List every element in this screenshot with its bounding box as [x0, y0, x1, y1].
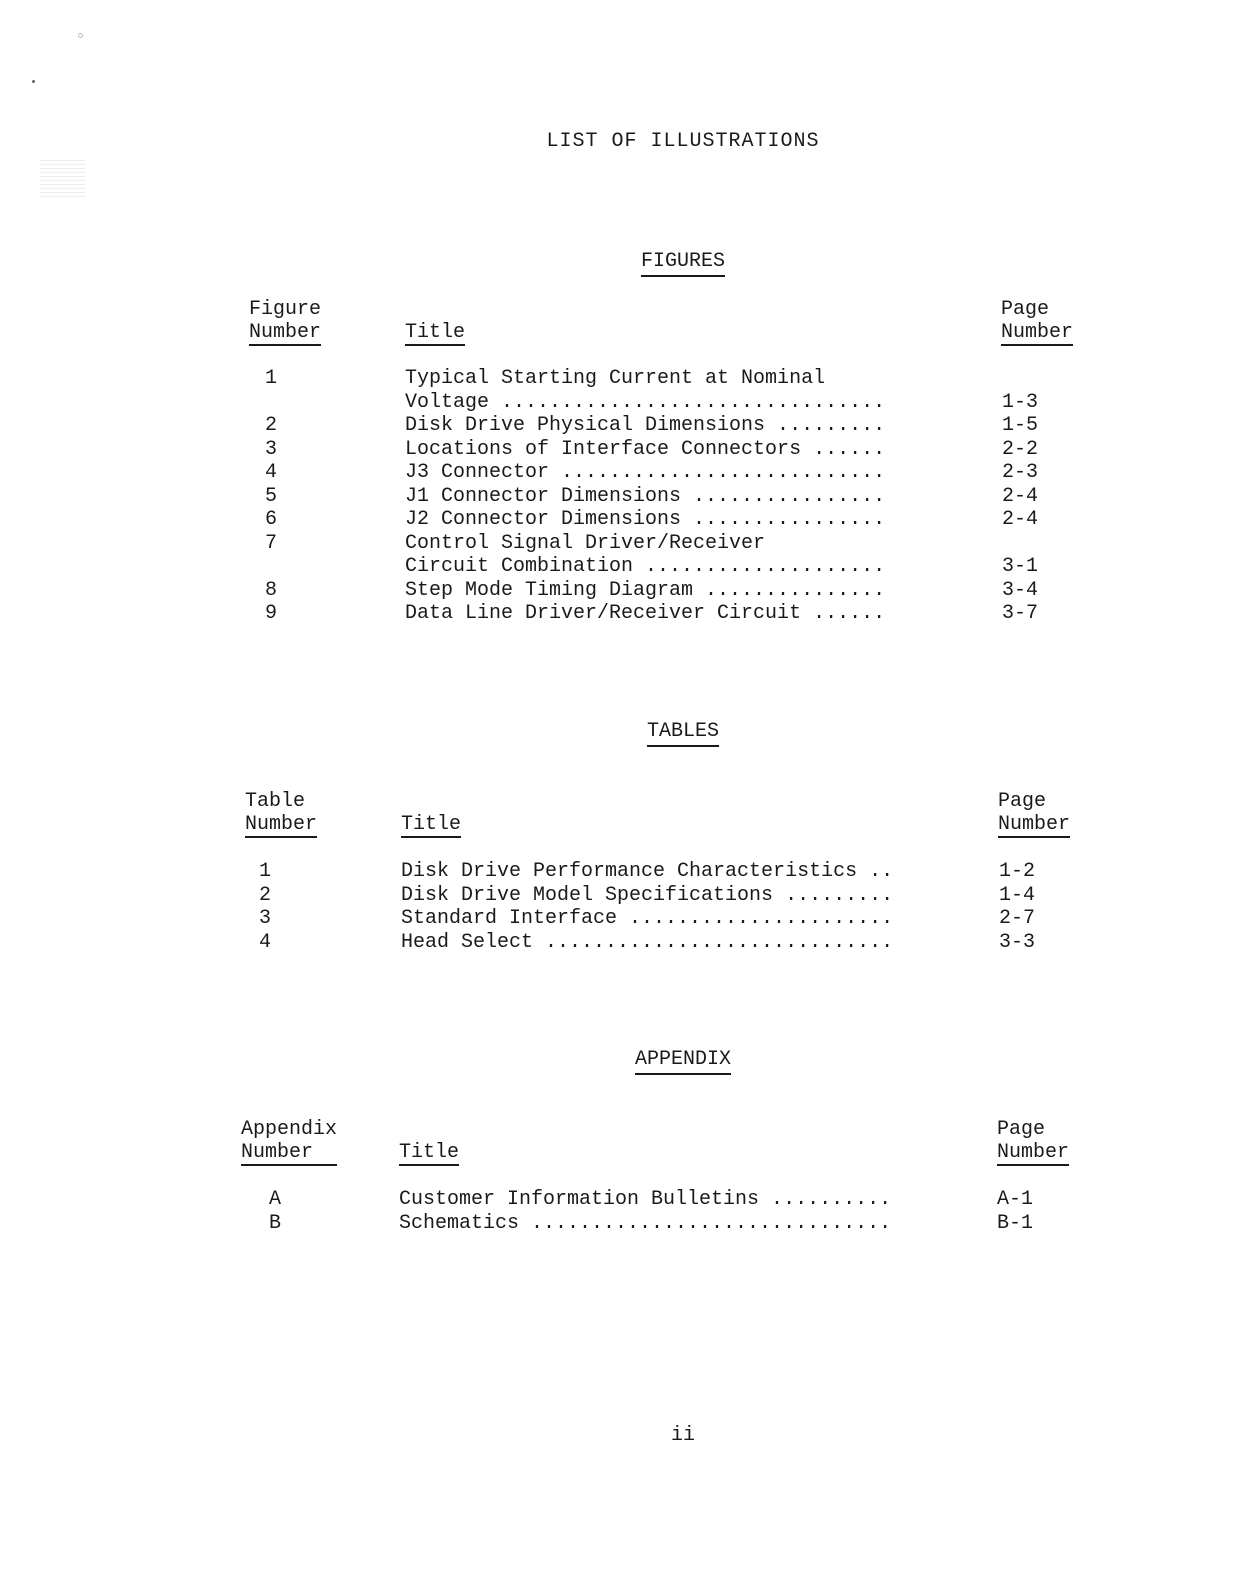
list-row: [0, 438, 1236, 462]
entry-number: B: [269, 1211, 282, 1235]
tables-page-header: Page Number: [998, 790, 1071, 836]
entry-page: A-1: [997, 1188, 1034, 1211]
entry-title: Customer Information Bulletins ..........: [399, 1188, 892, 1211]
entry-page: 3-4: [1002, 578, 1039, 602]
entry-page: 2-3: [1002, 461, 1039, 484]
appendix-heading: APPENDIX: [635, 1048, 731, 1075]
entry-title: Head Select .............................: [401, 930, 894, 954]
list-row: [0, 391, 1236, 415]
tables-title-header: Title: [401, 813, 462, 836]
entry-title: Disk Drive Performance Characteristics ..: [401, 860, 894, 883]
entry-page: 3-7: [1002, 602, 1039, 625]
entry-page: 2-2: [1002, 437, 1039, 461]
entry-page: 2-4: [1002, 484, 1039, 508]
scan-smudge: [40, 160, 86, 200]
entry-number: 5: [265, 484, 278, 508]
appendix-list: [0, 1188, 1236, 1235]
list-row: [0, 555, 1236, 579]
list-row: [0, 508, 1236, 532]
entry-title: Typical Starting Current at Nominal: [405, 367, 826, 390]
page-number: ii: [670, 1424, 695, 1447]
list-row: [0, 860, 1236, 884]
entry-title: Step Mode Timing Diagram ...............: [405, 578, 886, 602]
figures-number-header: Figure Number: [249, 298, 322, 344]
entry-title: Standard Interface ......................: [401, 907, 894, 930]
entry-number: 4: [259, 930, 272, 954]
entry-title: J1 Connector Dimensions ................: [405, 484, 886, 508]
entry-title: Circuit Combination ....................: [405, 555, 886, 578]
entry-page: 3-3: [999, 930, 1036, 954]
entry-page: 1-4: [999, 883, 1036, 907]
list-row: [0, 931, 1236, 955]
entry-number: 9: [265, 602, 278, 625]
entry-page: 2-4: [1002, 508, 1039, 531]
tables-heading: TABLES: [647, 720, 719, 747]
entry-number: 3: [259, 907, 272, 930]
appendix-title-header: Title: [399, 1141, 460, 1164]
list-row: [0, 461, 1236, 485]
entry-number: 1: [259, 860, 272, 883]
figures-heading: FIGURES: [641, 250, 725, 277]
appendix-number-header: Appendix Number: [241, 1118, 338, 1164]
entry-number: A: [269, 1188, 282, 1211]
entry-number: 8: [265, 578, 278, 602]
entry-title: Control Signal Driver/Receiver: [405, 531, 766, 555]
entry-title: Schematics ..............................: [399, 1211, 892, 1235]
entry-title: Disk Drive Physical Dimensions .........: [405, 414, 886, 437]
entry-page: B-1: [997, 1211, 1034, 1235]
list-row: [0, 884, 1236, 908]
entry-title: Locations of Interface Connectors ......: [405, 437, 886, 461]
entry-page: 1-2: [999, 860, 1036, 883]
appendix-page-header: Page Number: [997, 1118, 1070, 1164]
scan-speck: [78, 33, 83, 38]
entry-number: 7: [265, 531, 278, 555]
entry-page: 3-1: [1002, 555, 1039, 578]
tables-number-header: Table Number: [245, 790, 318, 836]
list-row: [0, 485, 1236, 509]
entry-number: 4: [265, 461, 278, 484]
entry-number: 6: [265, 508, 278, 531]
entry-number: 3: [265, 437, 278, 461]
entry-number: 2: [259, 883, 272, 907]
entry-title: J2 Connector Dimensions ................: [405, 508, 886, 531]
entry-number: 1: [265, 367, 278, 390]
figures-title-header: Title: [405, 321, 466, 344]
list-row: [0, 1212, 1236, 1236]
list-row: [0, 1188, 1236, 1212]
list-row: [0, 579, 1236, 603]
tables-list: [0, 860, 1236, 954]
list-row: [0, 907, 1236, 931]
list-row: [0, 532, 1236, 556]
entry-page: 2-7: [999, 907, 1036, 930]
page-title: LIST OF ILLUSTRATIONS: [546, 130, 820, 153]
entry-number: 2: [265, 414, 278, 437]
list-row: [0, 367, 1236, 391]
entry-title: Voltage ................................: [405, 390, 886, 414]
list-row: [0, 602, 1236, 626]
entry-title: Data Line Driver/Receiver Circuit ......: [405, 602, 886, 625]
entry-title: Disk Drive Model Specifications .........: [401, 883, 894, 907]
figures-list: [0, 367, 1236, 626]
entry-page: 1-3: [1002, 390, 1039, 414]
list-row: [0, 414, 1236, 438]
figures-page-header: Page Number: [1001, 298, 1074, 344]
entry-page: 1-5: [1002, 414, 1039, 437]
scan-speck: [32, 80, 35, 83]
entry-title: J3 Connector ...........................: [405, 461, 886, 484]
